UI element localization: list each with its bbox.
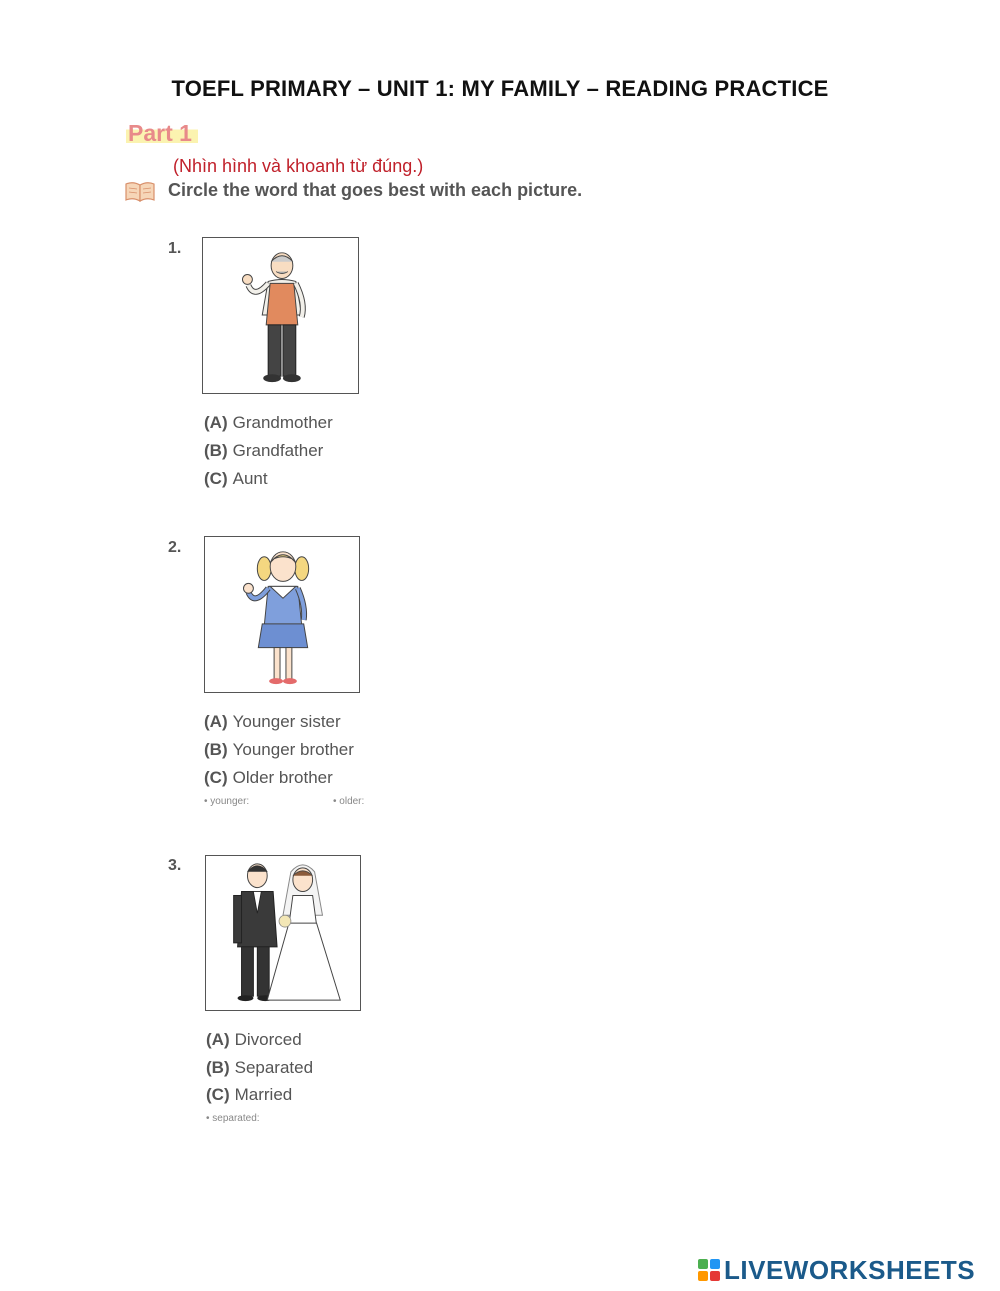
younger-sister-picture xyxy=(204,536,360,693)
option-text: Aunt xyxy=(232,469,268,488)
option-letter: (B) xyxy=(204,740,228,759)
option-letter: (C) xyxy=(204,469,228,488)
instruction-english: Circle the word that goes best with each picture. xyxy=(168,180,583,200)
vocab-note: • older: xyxy=(333,796,365,807)
option-a[interactable] xyxy=(204,413,333,433)
option-letter: (C) xyxy=(206,1085,230,1104)
grandfather-picture xyxy=(202,237,359,394)
option-a[interactable] xyxy=(206,1030,302,1050)
option-text: Older brother xyxy=(232,768,333,787)
worksheet-title: TOEFL PRIMARY – UNIT 1: MY FAMILY – READING PRACTICE xyxy=(171,76,829,101)
option-text: Separated xyxy=(234,1058,314,1077)
option-b[interactable] xyxy=(204,740,354,760)
option-b[interactable] xyxy=(206,1058,313,1078)
option-letter: (C) xyxy=(204,768,228,787)
vocab-note: • younger: xyxy=(204,796,250,807)
liveworksheets-brand[interactable] xyxy=(697,1256,975,1284)
option-letter: (A) xyxy=(204,712,228,731)
brand-name: LIVEWORKSHEETS xyxy=(724,1254,976,1285)
vocab-note: • separated: xyxy=(206,1113,260,1124)
option-letter: (B) xyxy=(204,441,228,460)
option-letter: (B) xyxy=(206,1058,230,1077)
question-number: 3. xyxy=(168,857,182,874)
option-c[interactable] xyxy=(204,768,333,788)
option-text: Married xyxy=(234,1085,293,1104)
question-number: 1. xyxy=(168,240,182,257)
option-letter: (A) xyxy=(206,1030,230,1049)
option-c[interactable] xyxy=(204,469,268,489)
instruction-vietnamese: (Nhìn hình và khoanh từ đúng.) xyxy=(173,156,424,176)
option-text: Grandfather xyxy=(232,441,324,460)
part-label: Part 1 xyxy=(126,120,198,147)
question-number: 2. xyxy=(168,539,182,556)
married-couple-picture xyxy=(205,855,361,1011)
option-a[interactable] xyxy=(204,712,341,732)
option-b[interactable] xyxy=(204,441,323,461)
option-text: Grandmother xyxy=(232,413,333,432)
book-icon xyxy=(124,180,156,202)
option-text: Younger brother xyxy=(232,740,354,759)
option-letter: (A) xyxy=(204,413,228,432)
option-text: Divorced xyxy=(234,1030,302,1049)
liveworksheets-logo-icon xyxy=(697,1258,721,1282)
option-text: Younger sister xyxy=(232,712,341,731)
option-c[interactable] xyxy=(206,1085,292,1105)
